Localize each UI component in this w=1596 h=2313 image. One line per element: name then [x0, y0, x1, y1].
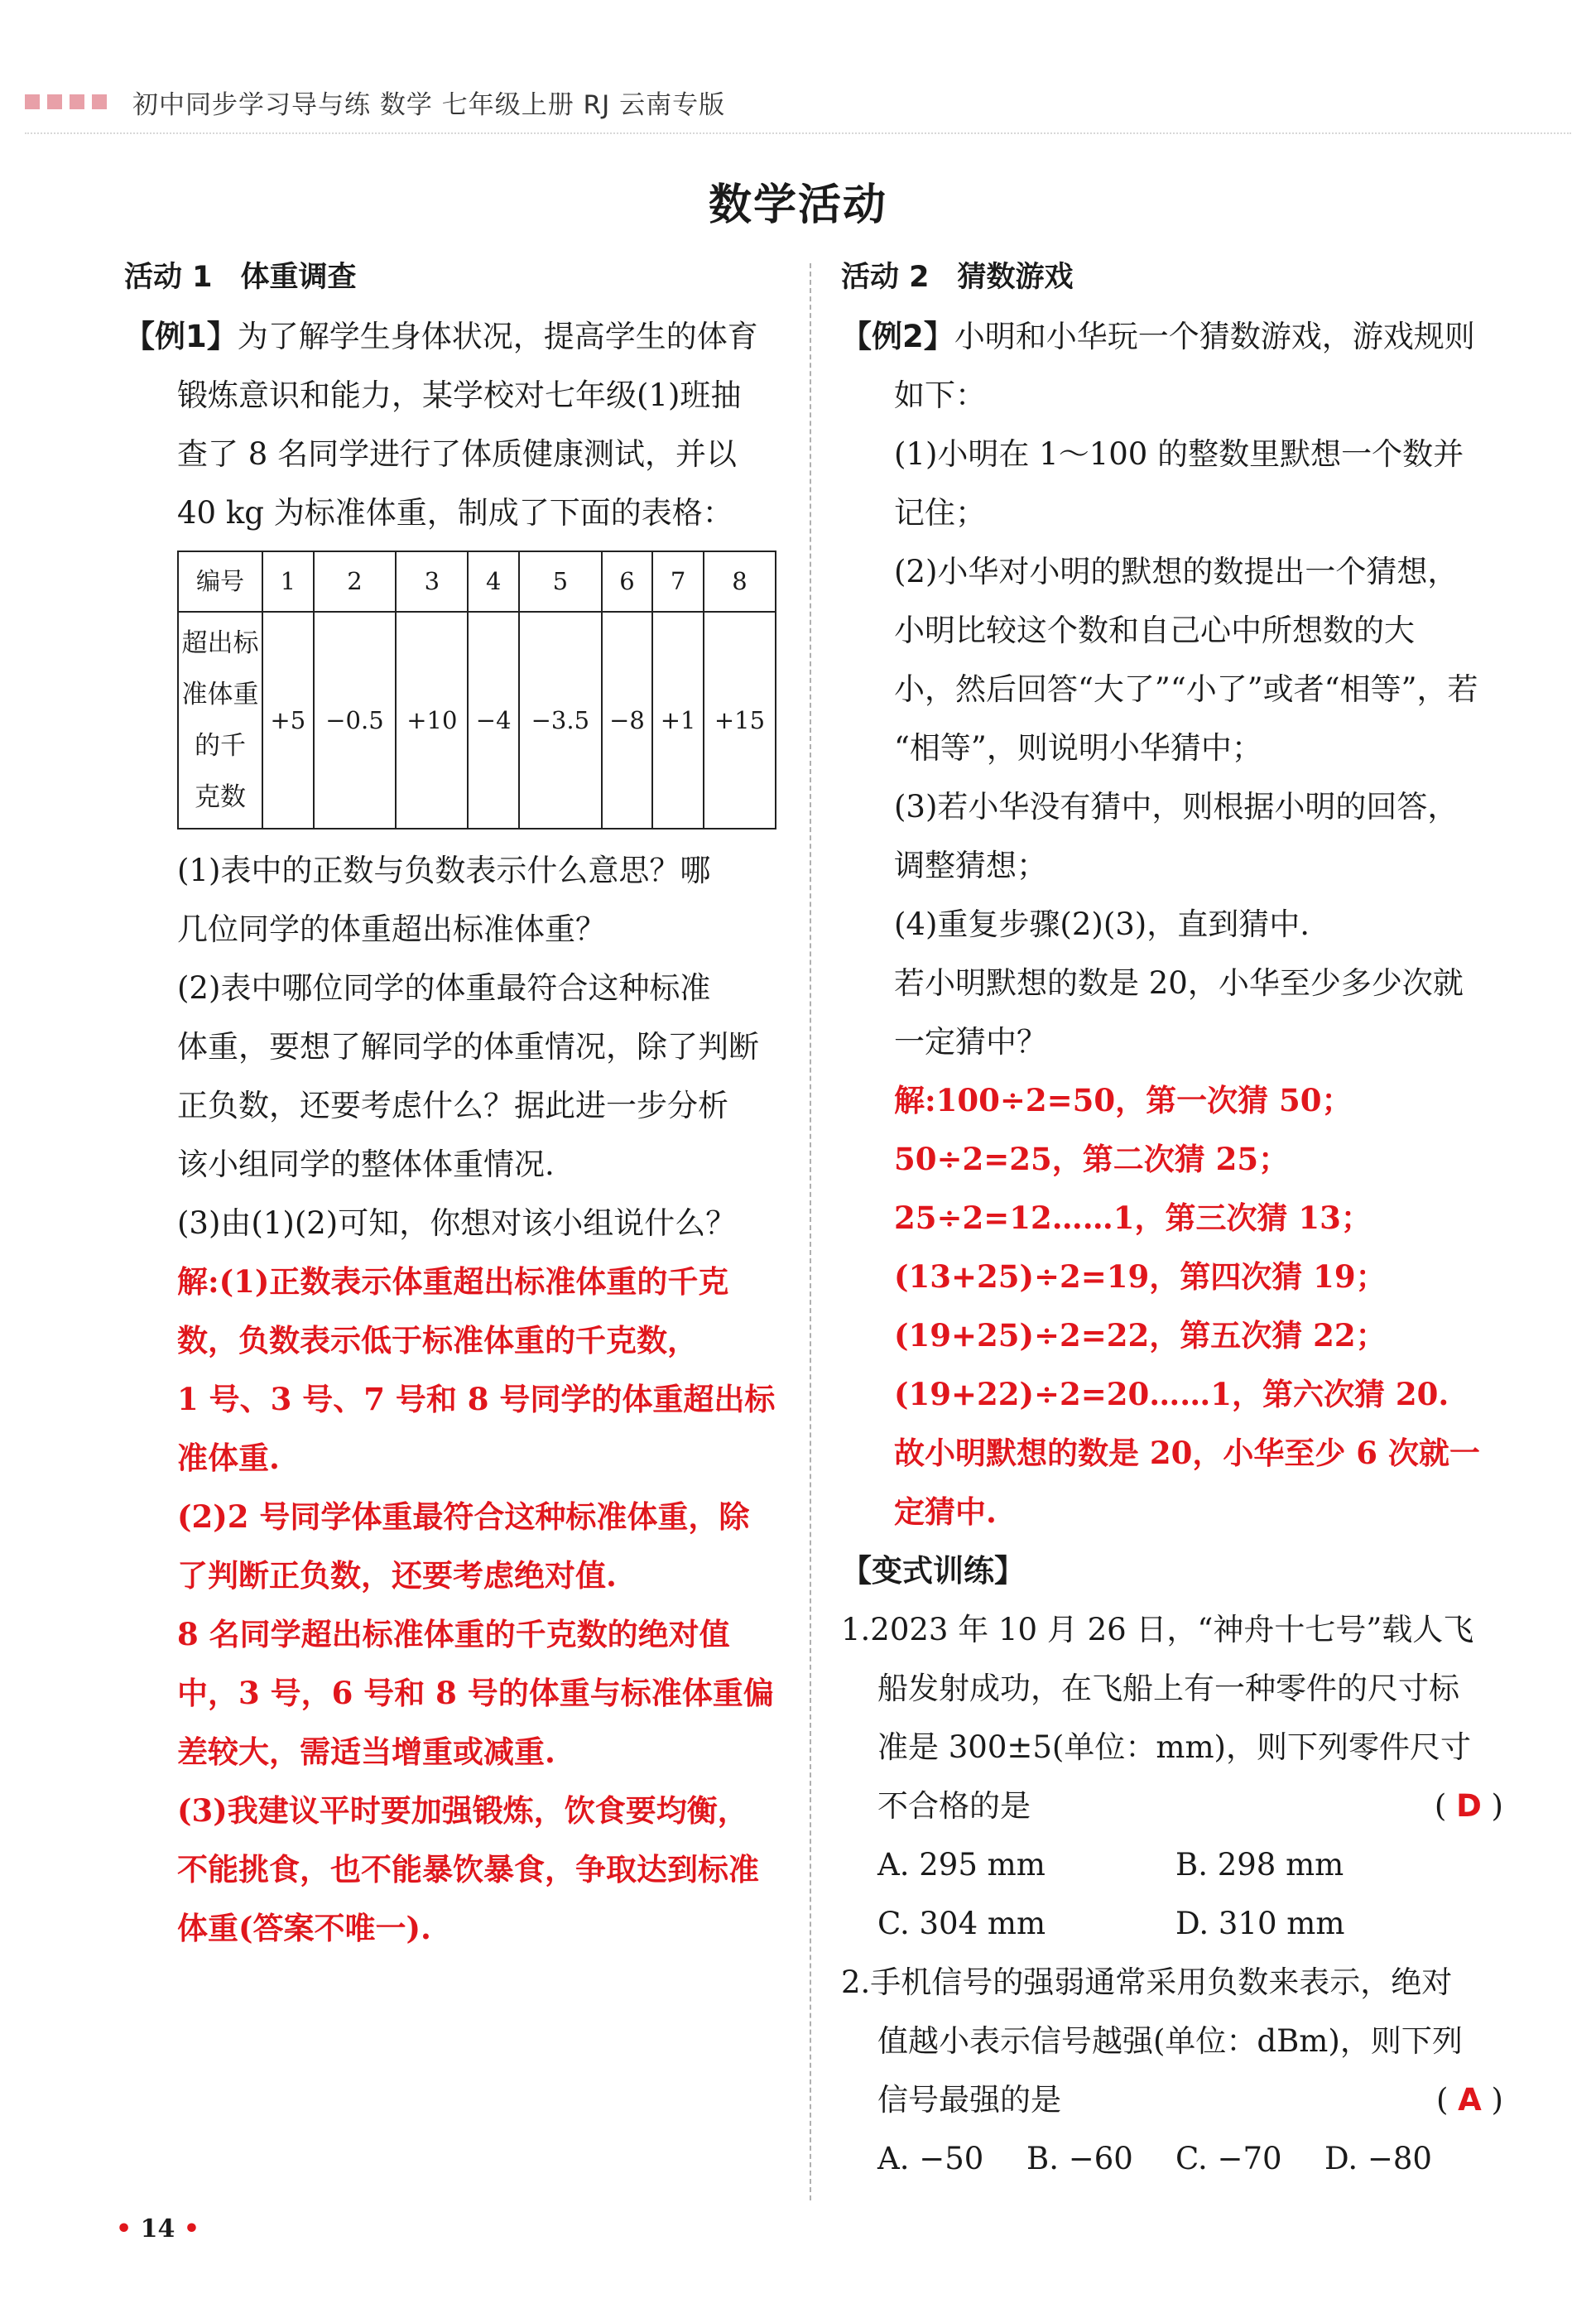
table-cell-number: 2	[314, 551, 397, 612]
solution-line: (3)我建议平时要加强锻炼，饮食要均衡，	[177, 1792, 748, 1829]
header-square-icon	[47, 94, 62, 109]
example-2-line: “相等”，则说明小华猜中；	[894, 730, 1262, 766]
table-cell-number: 4	[468, 551, 519, 612]
question-line: 该小组同学的整体体重情况.	[177, 1147, 555, 1182]
practice-heading: 【变式训练】	[841, 1553, 1025, 1589]
solution-line: (2)2 号同学体重最符合这种标准体重，除	[177, 1498, 750, 1535]
example-2-line: 调整猜想；	[894, 848, 1047, 883]
header-square-icon	[25, 94, 40, 109]
example-2-solution	[841, 1071, 1503, 1541]
solution-line: 故小明默想的数是 20，小华至少 6 次就一	[894, 1435, 1480, 1471]
header-divider	[25, 132, 1571, 134]
table-header-label: 编号	[178, 551, 262, 612]
example-2-body	[841, 366, 1503, 1071]
options-row	[841, 1835, 1503, 1894]
example-1-line: 查了 8 名同学进行了体质健康测试，并以	[177, 436, 738, 472]
table-cell-number: 3	[396, 551, 468, 612]
example-1-line: 【例1】为了解学生身体状况，提高学生的体育	[124, 319, 758, 354]
question-line: 正负数，还要考虑什么？据此进一步分析	[177, 1088, 728, 1123]
example-1-questions	[124, 841, 778, 1253]
solution-line: 50÷2=25，第二次猜 25；	[894, 1141, 1290, 1177]
table-cell-number: 6	[602, 551, 653, 612]
table-cell-value: +15	[704, 612, 776, 829]
section-heading-activity-2: 活动 2 猜数游戏	[841, 261, 1074, 294]
example-1-line: 40 kg 为标准体重，制成了下面的表格：	[177, 495, 733, 531]
example-1-solution	[124, 1253, 778, 1958]
solution-line: 体重(答案不唯一).	[177, 1910, 431, 1946]
solution-line: 解:100÷2=50，第一次猜 50；	[894, 1082, 1353, 1118]
example-2-line: 若小明默想的数是 20，小华至少多少次就	[894, 965, 1464, 1001]
example-2-label: 【例2】	[841, 319, 954, 354]
option: D. 310 mm	[1175, 1906, 1345, 1941]
example-2-line: (4)重复步骤(2)(3)，直到猜中.	[894, 906, 1310, 942]
example-2-line: 如下：	[894, 377, 986, 413]
table-cell-value: +1	[652, 612, 704, 829]
example-1-label: 【例1】	[124, 319, 238, 354]
table-cell-number: 8	[704, 551, 776, 612]
column-divider	[810, 263, 811, 2200]
example-2-line: (1)小明在 1～100 的整数里默想一个数并	[894, 436, 1464, 472]
solution-line: 1 号、3 号、7 号和 8 号同学的体重超出标	[177, 1381, 776, 1417]
example-2-line: 小，然后回答“大了”“小了”或者“相等”，若	[894, 671, 1478, 707]
practice-question-2	[841, 1953, 1503, 2188]
example-2-line: (2)小华对小明的默想的数提出一个猜想，	[894, 554, 1459, 589]
solution-line: (13+25)÷2=19，第四次猜 19；	[894, 1258, 1387, 1295]
weight-table	[177, 551, 776, 830]
table-cell-number: 1	[262, 551, 314, 612]
page-number: • 14 •	[116, 2214, 200, 2243]
solution-line: 8 名同学超出标准体重的千克数的绝对值	[177, 1616, 730, 1652]
solution-line: 了判断正负数，还要考虑绝对值.	[177, 1557, 617, 1594]
example-1-line: 锻炼意识和能力，某学校对七年级(1)班抽	[177, 377, 742, 413]
table-cell-value: −0.5	[314, 612, 397, 829]
table-cell-value: −3.5	[519, 612, 602, 829]
running-header	[25, 81, 725, 123]
solution-line: 定猜中.	[894, 1493, 997, 1530]
solution-line: 差较大，需适当增重或减重.	[177, 1734, 555, 1770]
solution-line: 数，负数表示低于标准体重的千克数，	[177, 1322, 698, 1358]
answer-letter: D	[1456, 1788, 1482, 1824]
example-2-line: 小明比较这个数和自己心中所想数的大	[894, 613, 1415, 648]
section-heading-activity-1: 活动 1 体重调查	[124, 261, 357, 294]
table-cell-value: −8	[602, 612, 653, 829]
table-cell-number: 5	[519, 551, 602, 612]
practice-question-1	[841, 1600, 1503, 1953]
solution-line: (19+25)÷2=22，第五次猜 22；	[894, 1317, 1387, 1354]
options-row	[841, 2129, 1503, 2188]
solution-line: 解:(1)正数表示体重超出标准体重的千克	[177, 1263, 729, 1300]
solution-line: 准体重.	[177, 1440, 280, 1476]
option: C. 304 mm	[877, 1906, 1046, 1941]
table-row-label: 超出标 准体重 的千 克数	[178, 612, 262, 829]
option: D. −80	[1324, 2141, 1432, 2176]
page-title: 数学活动	[708, 180, 887, 230]
option: B. 298 mm	[1175, 1847, 1344, 1883]
example-2-line: 一定猜中？	[894, 1024, 1047, 1060]
header-square-icon	[70, 94, 84, 109]
solution-line: 不能挑食，也不能暴饮暴食，争取达到标准	[177, 1851, 759, 1887]
question-line: (2)表中哪位同学的体重最符合这种标准	[177, 970, 711, 1006]
table-header-row	[178, 551, 776, 612]
answer-letter: A	[1458, 2082, 1482, 2118]
question-line: 不合格的是 ( D )	[841, 1777, 1503, 1835]
example-2-line: (3)若小华没有猜中，则根据小明的回答，	[894, 789, 1459, 825]
question-line: (3)由(1)(2)可知，你想对该小组说什么？	[177, 1205, 737, 1241]
option: A. −50	[877, 2141, 984, 2176]
question-line: 准是 300±5(单位：mm)，则下列零件尺寸	[877, 1729, 1471, 1765]
solution-line: 25÷2=12……1，第三次猜 13；	[894, 1200, 1372, 1236]
question-line: 1.2023 年 10 月 26 日，“神舟十七号”载人飞	[841, 1612, 1474, 1647]
question-line: (1)表中的正数与负数表示什么意思？哪	[177, 853, 711, 888]
table-value-row	[178, 612, 776, 829]
answer-bracket: ( A )	[1435, 2082, 1503, 2118]
question-line: 几位同学的体重超出标准体重？	[177, 911, 606, 947]
solution-line: 中，3 号，6 号和 8 号的体重与标准体重偏	[177, 1675, 774, 1711]
options-row	[841, 1894, 1503, 1953]
example-2-line: 【例2】小明和小华玩一个猜数游戏，游戏规则	[841, 319, 1475, 354]
question-line: 2.手机信号的强弱通常采用负数来表示，绝对	[841, 1964, 1453, 2000]
option: C. −70	[1175, 2141, 1282, 2176]
solution-line: (19+22)÷2=20……1，第六次猜 20.	[894, 1376, 1449, 1412]
table-cell-value: +10	[396, 612, 468, 829]
question-line: 值越小表示信号越强(单位：dBm)，则下列	[877, 2023, 1463, 2059]
header-square-icon	[92, 94, 107, 109]
right-column	[841, 248, 1503, 2188]
question-line: 船发射成功，在飞船上有一种零件的尺寸标	[877, 1671, 1459, 1706]
option: B. −60	[1026, 2141, 1133, 2176]
header-text: 初中同步学习导与练 数学 七年级上册 RJ 云南专版	[132, 89, 726, 120]
answer-bracket: ( D )	[1434, 1788, 1503, 1824]
option: A. 295 mm	[877, 1847, 1046, 1883]
table-cell-number: 7	[652, 551, 704, 612]
table-cell-value: −4	[468, 612, 519, 829]
example-2-line: 记住；	[894, 495, 986, 531]
left-column	[124, 248, 778, 1958]
question-line: 信号最强的是 ( A )	[841, 2070, 1503, 2129]
question-line: 体重，要想了解同学的体重情况，除了判断	[177, 1029, 759, 1065]
table-cell-value: +5	[262, 612, 314, 829]
